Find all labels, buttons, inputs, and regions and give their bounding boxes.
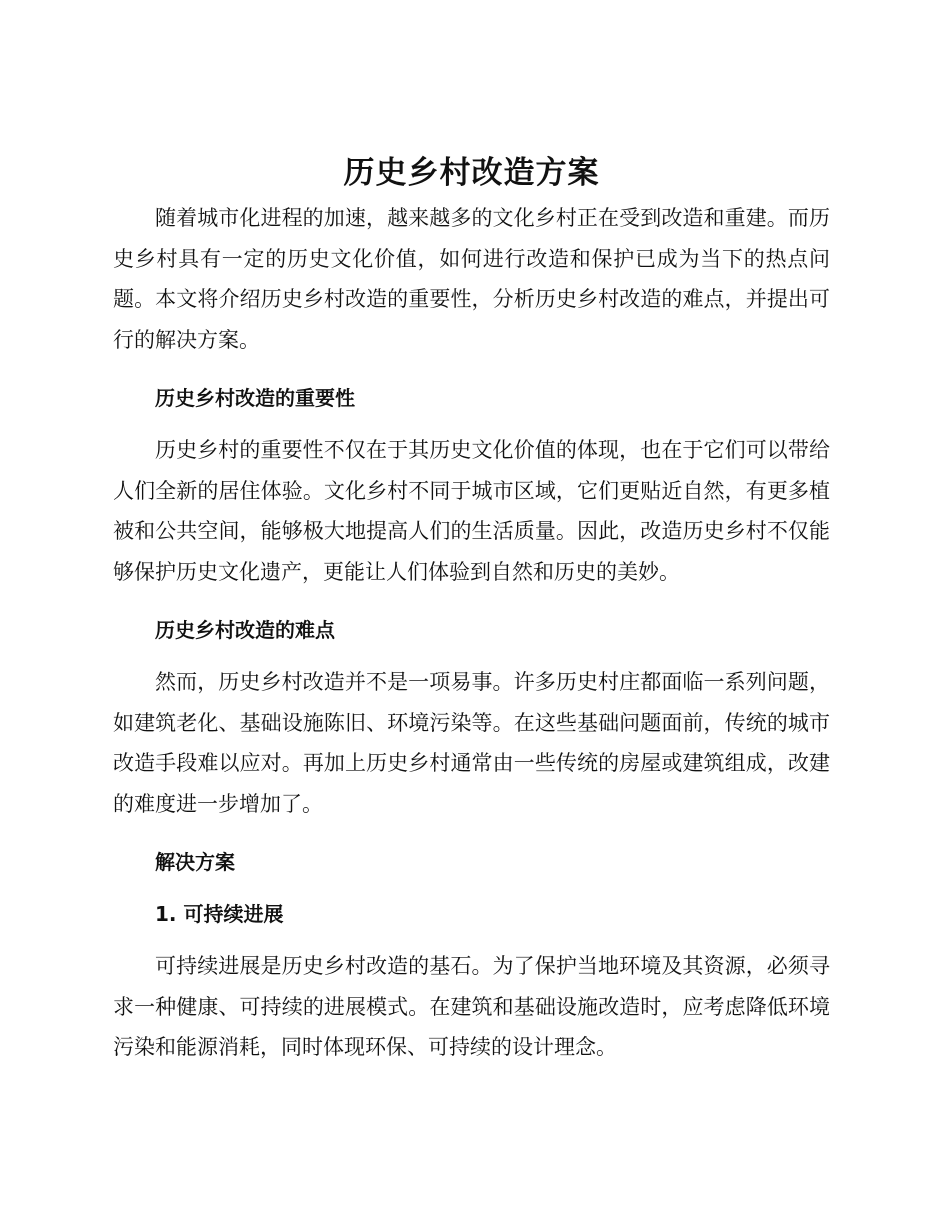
section-body-difficulties: 然而，历史乡村改造并不是一项易事。许多历史村庄都面临一系列问题，如建筑老化、基础设施陈旧、环境污染等。在这些基础问题面前，传统的城市改造手段难以应对。再加上历史乡村通常由一些传统的房屋或建筑组成，改建的难度进一步增加了。 xyxy=(113,670,830,816)
section-heading-solutions: 解决方案 xyxy=(155,850,235,874)
intro-paragraph: 随着城市化进程的加速，越来越多的文化乡村正在受到改造和重建。而历史乡村具有一定的历史文化价值，如何进行改造和保护已成为当下的热点问题。本文将介绍历史乡村改造的重要性，分析历史乡村改造的难点，并提出可行的解决方案。 xyxy=(113,206,830,352)
section-body-importance: 历史乡村的重要性不仅在于其历史文化价值的体现，也在于它们可以带给人们全新的居住体验。文化乡村不同于城市区域，它们更贴近自然，有更多植被和公共空间，能够极大地提高人们的生活质量。因此，改造历史乡村不仅能够保护历史文化遗产，更能让人们体验到自然和历史的美妙。 xyxy=(113,438,830,584)
document-page xyxy=(113,150,830,1068)
section-heading-difficulties: 历史乡村改造的难点 xyxy=(155,618,335,642)
document-title: 历史乡村改造方案 xyxy=(343,155,600,191)
subsection-body-sustainable: 可持续进展是历史乡村改造的基石。为了保护当地环境及其资源，必须寻求一种健康、可持续的进展模式。在建筑和基础设施改造时，应考虑降低环境污染和能源消耗，同时体现环保、可持续的设计理念。 xyxy=(113,954,830,1059)
section-heading-importance: 历史乡村改造的重要性 xyxy=(155,386,355,410)
subsection-heading-sustainable: 1. 可持续进展 xyxy=(155,902,284,926)
